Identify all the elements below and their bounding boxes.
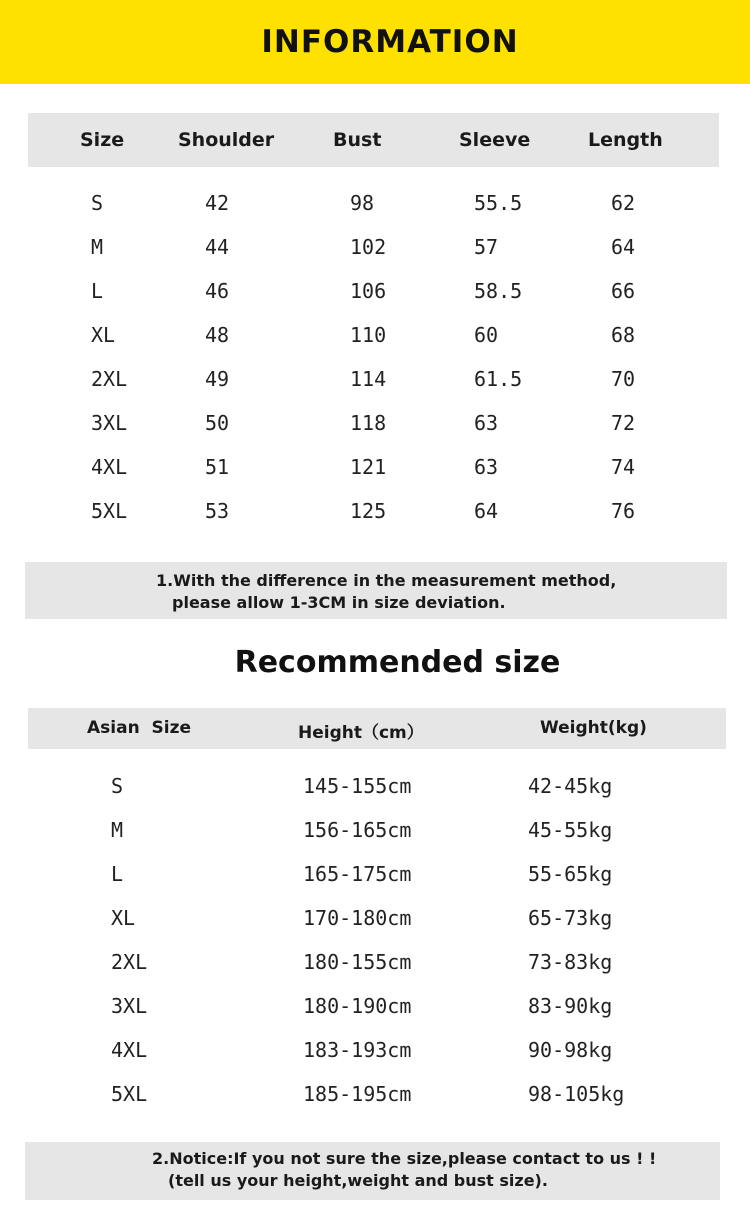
recommended-table-cell: 180-155cm [303, 950, 412, 974]
size-table-cell: 63 [474, 411, 499, 435]
size-table-cell: 63 [474, 455, 499, 479]
recommended-table-cell: 3XL [111, 994, 148, 1018]
size-table-cell: 2XL [91, 367, 128, 391]
size-table-cell: 4XL [91, 455, 128, 479]
size-table-cell: 121 [350, 455, 387, 479]
recommended-table-cell: 42-45kg [528, 774, 613, 798]
recommended-table-cell: 156-165cm [303, 818, 412, 842]
notice-note [25, 1142, 720, 1200]
size-table-cell: 44 [205, 235, 230, 259]
size-table-cell: 98 [350, 191, 375, 215]
header-size: Size [80, 129, 125, 151]
size-table-cell: 106 [350, 279, 387, 303]
header-asian-size: Asian Size [87, 718, 192, 738]
size-table-cell: 64 [611, 235, 636, 259]
recommended-table-cell: 83-90kg [528, 994, 613, 1018]
size-table-cell: 55.5 [474, 191, 523, 215]
recommended-table-cell: M [111, 818, 124, 842]
size-table-cell: 46 [205, 279, 230, 303]
size-table-cell: S [91, 191, 104, 215]
recommended-table-cell: 45-55kg [528, 818, 613, 842]
recommended-table-cell: 183-193cm [303, 1038, 412, 1062]
recommended-table-cell: 170-180cm [303, 906, 412, 930]
recommended-table-cell: 73-83kg [528, 950, 613, 974]
size-table-cell: 70 [611, 367, 636, 391]
recommended-table-cell: 145-155cm [303, 774, 412, 798]
size-table-cell: 125 [350, 499, 387, 523]
banner-title: INFORMATION [261, 24, 519, 60]
size-table-cell: 50 [205, 411, 230, 435]
recommended-table-cell: 185-195cm [303, 1082, 412, 1106]
recommended-table-cell: 4XL [111, 1038, 148, 1062]
information-banner [0, 0, 750, 84]
size-table-cell: 53 [205, 499, 230, 523]
header-bust: Bust [333, 129, 382, 151]
header-shoulder: Shoulder [178, 129, 275, 151]
size-table-cell: 5XL [91, 499, 128, 523]
size-table-cell: 57 [474, 235, 499, 259]
recommended-table-cell: 180-190cm [303, 994, 412, 1018]
header-sleeve: Sleeve [459, 129, 531, 151]
size-table-cell: 64 [474, 499, 499, 523]
size-table-cell: 68 [611, 323, 636, 347]
size-table-cell: 118 [350, 411, 387, 435]
header-length: Length [588, 129, 663, 151]
recommended-table-cell: L [111, 862, 124, 886]
size-table-cell: 60 [474, 323, 499, 347]
recommended-table-cell: 5XL [111, 1082, 148, 1106]
size-table-cell: 66 [611, 279, 636, 303]
recommended-table-cell: XL [111, 906, 136, 930]
recommended-table-cell: 165-175cm [303, 862, 412, 886]
measurement-note-line-2: please allow 1-3CM in size deviation. [172, 593, 506, 612]
size-table-cell: L [91, 279, 104, 303]
measurement-note [25, 562, 727, 619]
size-table-cell: 74 [611, 455, 636, 479]
recommended-table-cell: 90-98kg [528, 1038, 613, 1062]
recommended-table-cell: 98-105kg [528, 1082, 625, 1106]
size-table-cell: 61.5 [474, 367, 523, 391]
size-table-cell: 42 [205, 191, 230, 215]
header-weight: Weight(kg) [540, 718, 647, 738]
size-table-cell: XL [91, 323, 116, 347]
size-table-cell: M [91, 235, 104, 259]
size-table-cell: 58.5 [474, 279, 523, 303]
recommended-table-cell: 65-73kg [528, 906, 613, 930]
notice-note-line-2: (tell us your height,weight and bust size). [168, 1171, 548, 1190]
size-table-cell: 3XL [91, 411, 128, 435]
size-table-cell: 51 [205, 455, 230, 479]
header-height: Height（cm） [298, 723, 424, 743]
size-table-cell: 114 [350, 367, 387, 391]
size-table-cell: 102 [350, 235, 387, 259]
size-table-cell: 72 [611, 411, 636, 435]
size-table-cell: 76 [611, 499, 636, 523]
size-table-cell: 62 [611, 191, 636, 215]
recommended-size-title: Recommended size [234, 645, 561, 680]
size-table-cell: 49 [205, 367, 230, 391]
recommended-table-cell: 55-65kg [528, 862, 613, 886]
size-table-cell: 48 [205, 323, 230, 347]
notice-note-line-1: 2.Notice:If you not sure the size,please contact to us ! ! [152, 1149, 657, 1168]
size-table-cell: 110 [350, 323, 387, 347]
measurement-note-line-1: 1.With the difference in the measurement method, [156, 571, 617, 590]
recommended-table-cell: 2XL [111, 950, 148, 974]
recommended-table-cell: S [111, 774, 124, 798]
